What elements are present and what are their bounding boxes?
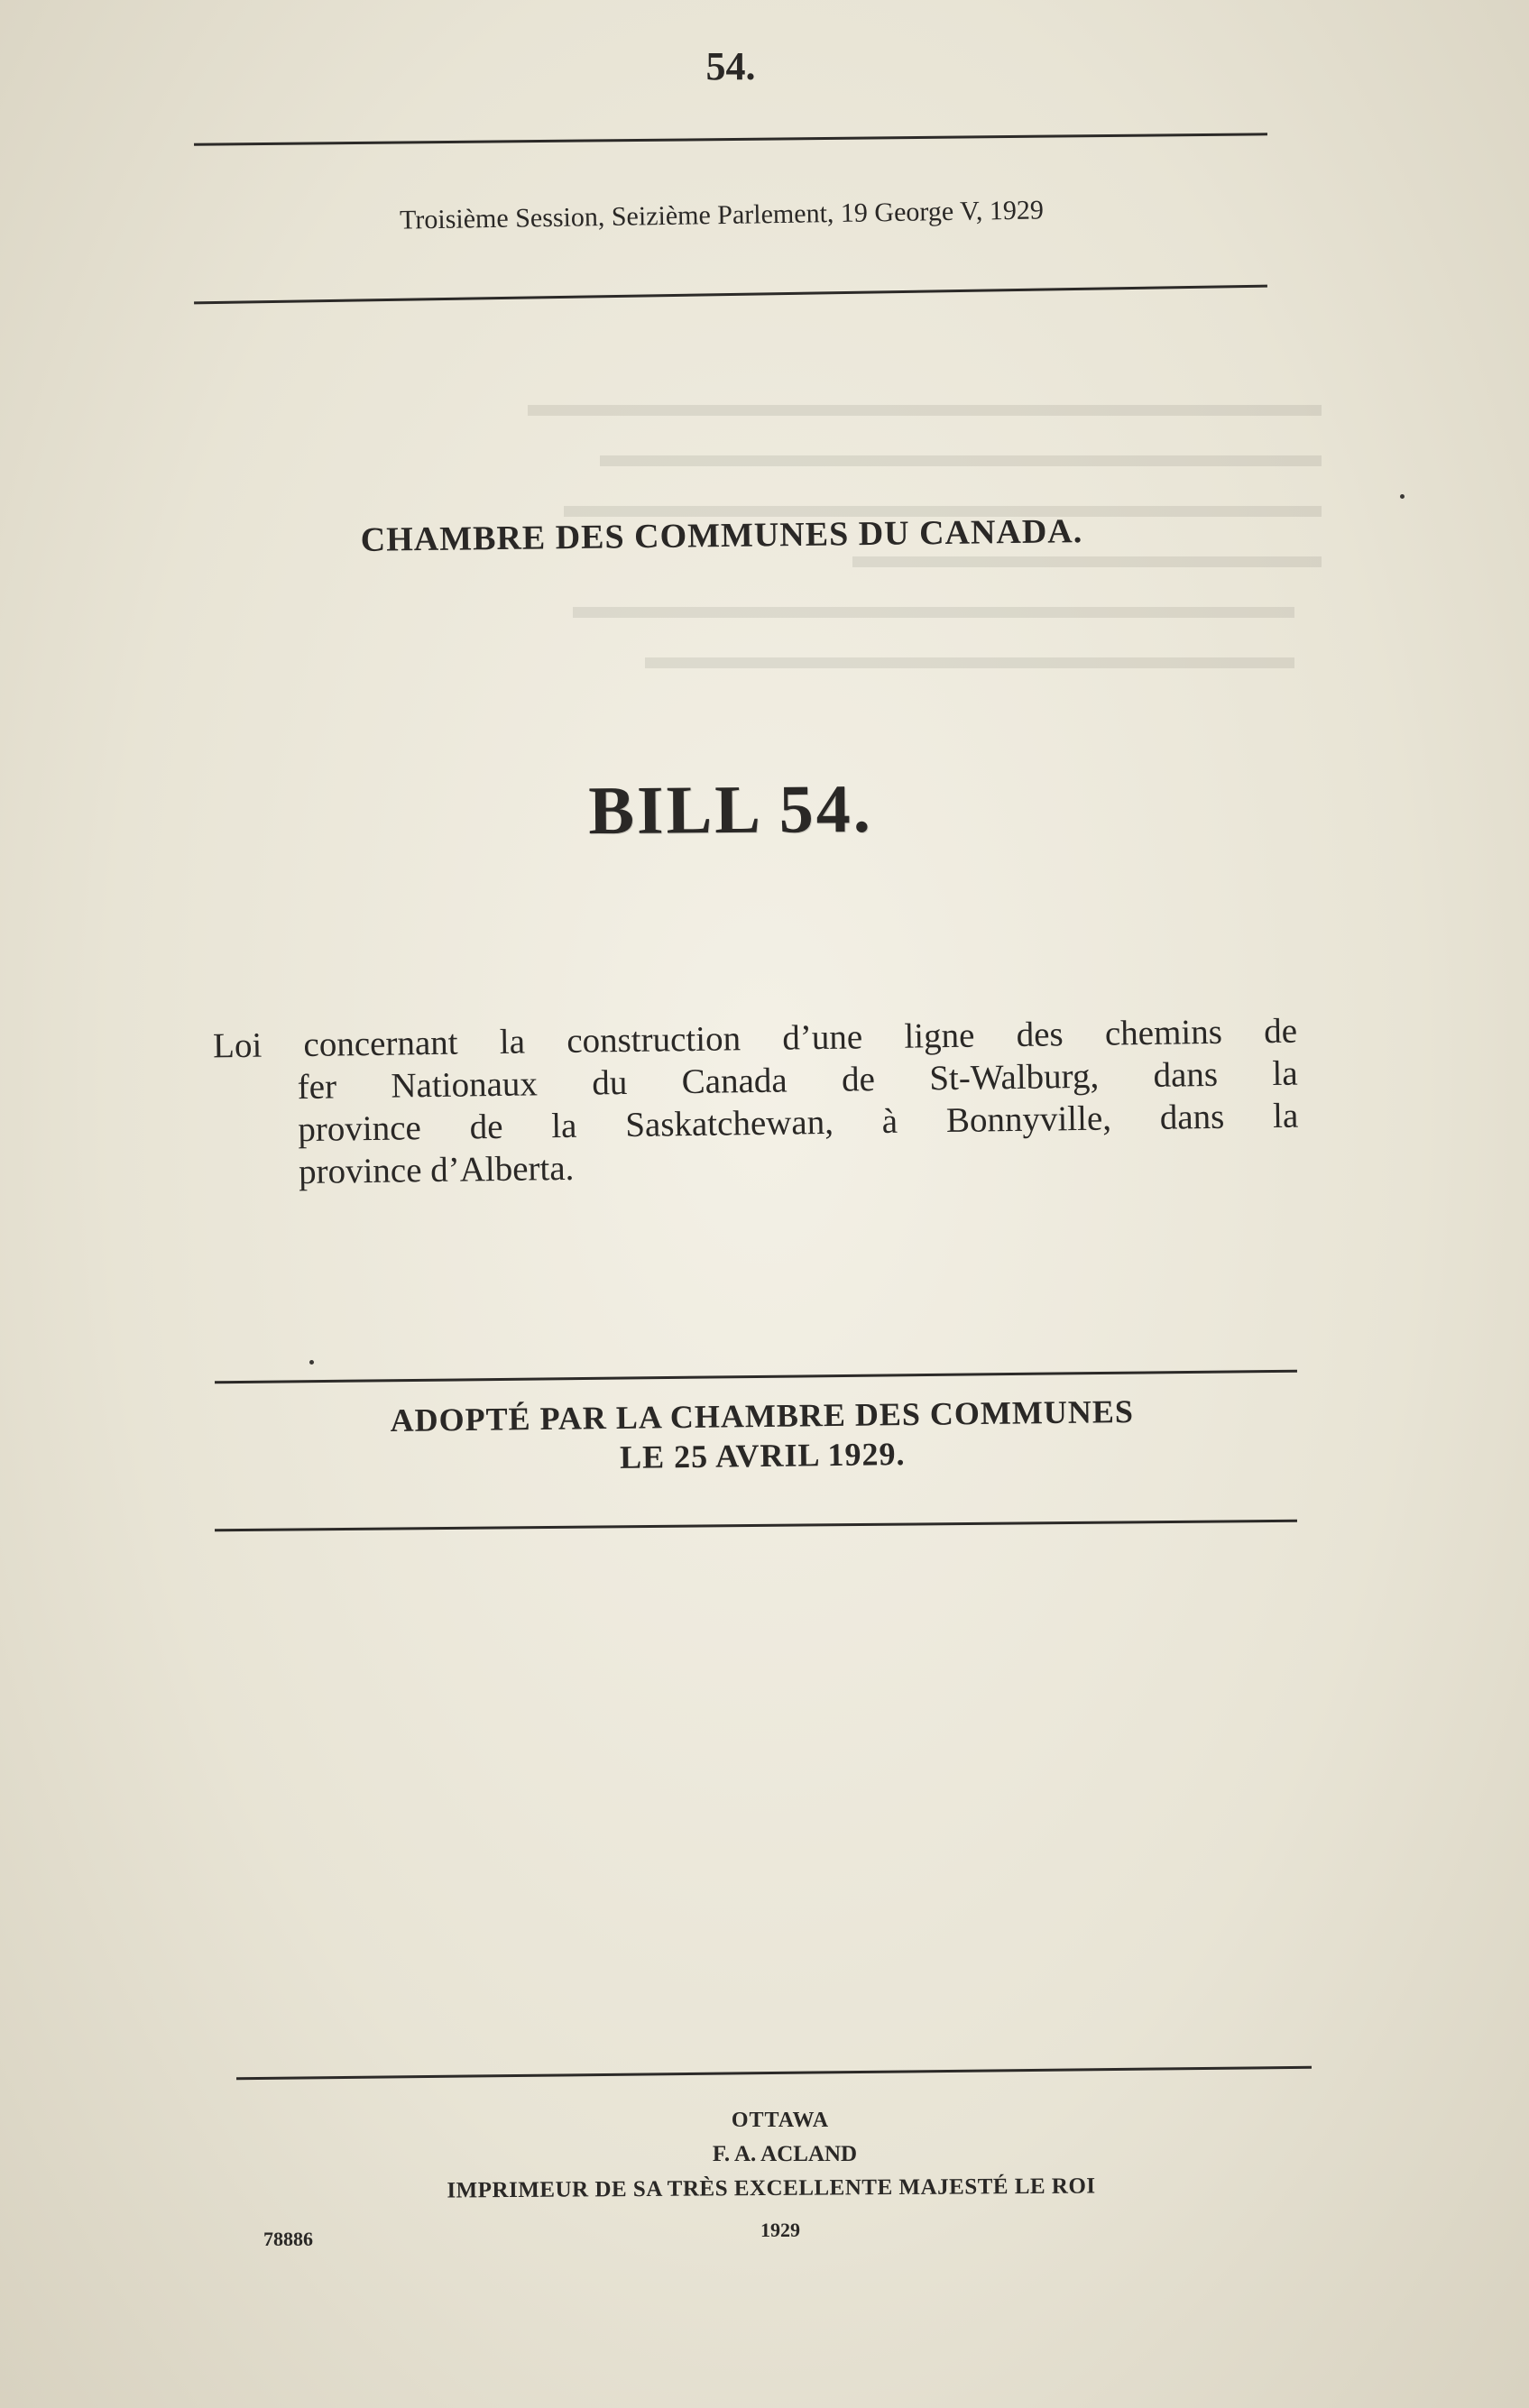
- ink-speck: [1400, 494, 1405, 499]
- print-code: 78886: [263, 2228, 313, 2250]
- imprint-year: 1929: [760, 2219, 800, 2241]
- bill-title-line-1: Loi concernant la construction d’une ligne des chemins de: [212, 1011, 1298, 1066]
- imprint-city: OTTAWA: [731, 2109, 830, 2132]
- bill-title-line-2: fer Nationaux du Canada de St-Walburg, dans la: [297, 1053, 1298, 1107]
- imprint-printer: F. A. ACLAND: [712, 2142, 858, 2166]
- bill-title: [213, 1010, 1300, 1195]
- imprint-rule: [236, 2066, 1312, 2080]
- bill-number: BILL 54.: [587, 770, 874, 850]
- chamber-heading: CHAMBRE DES COMMUNES DU CANADA.: [360, 512, 1083, 559]
- adoption-line-1: ADOPTÉ PAR LA CHAMBRE DES COMMUNES: [390, 1392, 1135, 1439]
- page-number: 54.: [705, 44, 756, 88]
- adoption-line-2: LE 25 AVRIL 1929.: [619, 1436, 906, 1475]
- adopted-top-rule: [215, 1370, 1297, 1384]
- bill-title-line-3: province de la Saskatchewan, à Bonnyville, dans la: [298, 1096, 1299, 1150]
- bill-title-line-4: province d’Alberta.: [298, 1148, 575, 1192]
- reverse-side-bleed-through: ▬▬▬▬▬▬▬▬▬▬▬▬▬▬▬▬▬▬▬▬▬▬ ▬▬▬▬▬▬▬▬▬▬▬▬▬▬▬▬▬▬▬▬ ▬▬▬▬▬▬▬▬▬▬▬▬▬▬▬▬▬▬▬▬▬ ▬▬▬▬▬▬▬▬▬▬▬▬▬ ▬▬▬▬▬▬▬▬▬▬▬▬▬▬▬▬▬▬▬▬ ▬▬▬▬▬▬▬▬▬▬▬▬▬▬▬▬▬▬: [528, 383, 1322, 676]
- session-rule: [194, 285, 1267, 305]
- ink-speck: [309, 1360, 314, 1365]
- adoption-notice: [235, 1390, 1291, 1482]
- adopted-bottom-rule: [215, 1520, 1297, 1531]
- imprint-printer-title: IMPRIMEUR DE SA TRÈS EXCELLENTE MAJESTÉ LE ROI: [447, 2174, 1096, 2203]
- top-rule: [194, 133, 1267, 145]
- session-heading: Troisième Session, Seizième Parlement, 19 George V, 1929: [399, 195, 1045, 235]
